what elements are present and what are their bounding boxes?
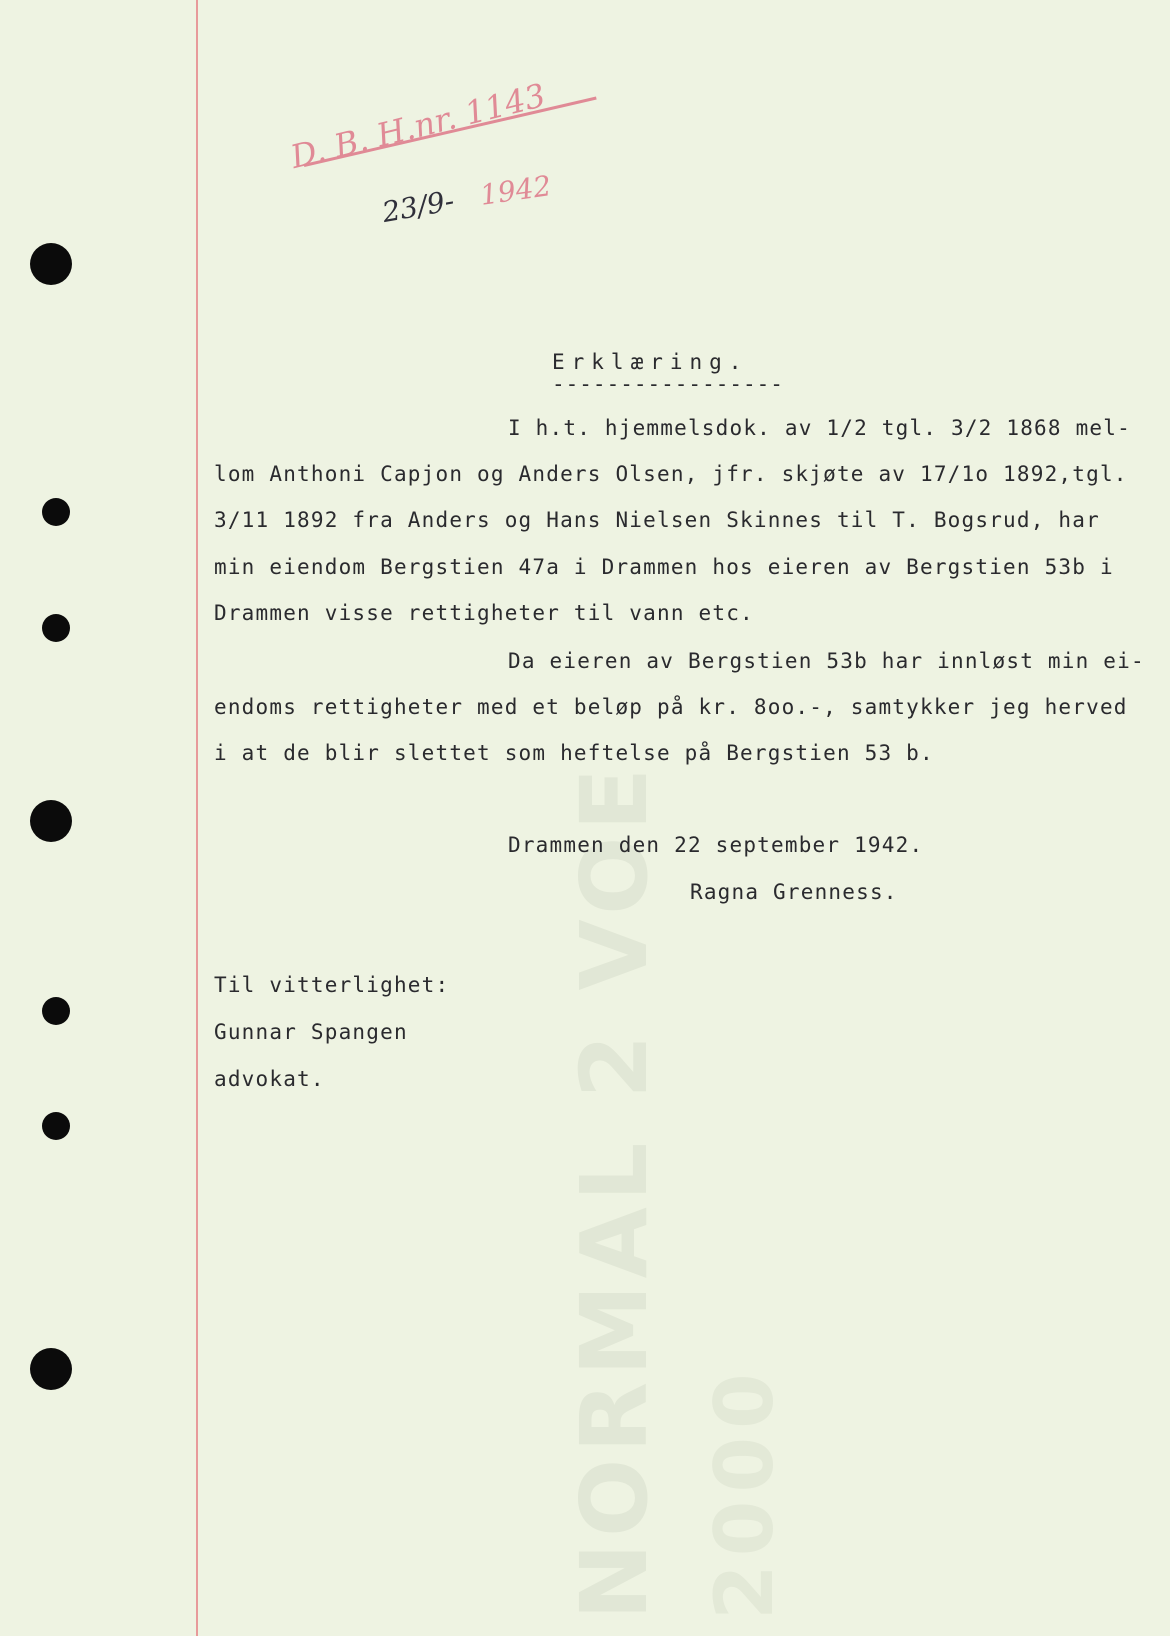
stamp-year: 1942: [478, 169, 554, 212]
document-title: Erklæring.: [552, 350, 749, 374]
paragraph-1-line: Drammen visse rettigheter til vann etc.: [214, 601, 754, 625]
paragraph-1-line: I h.t. hjemmelsdok. av 1/2 tgl. 3/2 1868 mel-: [508, 416, 1131, 440]
place-and-date: Drammen den 22 september 1942.: [508, 833, 924, 857]
margin-line: [196, 0, 198, 1636]
punch-hole: [42, 1112, 70, 1140]
paper-watermark-number: 2000: [698, 1365, 791, 1620]
paragraph-1-line: 3/11 1892 fra Anders og Hans Nielsen Skinnes til T. Bogsrud, har: [214, 508, 1100, 532]
stamp-date: 23/9-: [379, 183, 457, 230]
punch-hole: [30, 1348, 72, 1390]
punch-hole: [42, 997, 70, 1025]
paragraph-2-line: i at de blir slettet som heftelse på Bergstien 53 b.: [214, 741, 934, 765]
punch-hole: [30, 243, 72, 285]
title-underline: -----------------: [552, 372, 784, 396]
paper-watermark: NORMAL 2 VOE: [561, 761, 668, 1620]
stamp-reference: D. B. H.nr. 1143: [286, 75, 550, 176]
paragraph-1-line: min eiendom Bergstien 47a i Drammen hos eieren av Bergstien 53b i: [214, 555, 1114, 579]
witness-title: advokat.: [214, 1067, 325, 1091]
witness-heading: Til vitterlighet:: [214, 973, 450, 997]
witness-name: Gunnar Spangen: [214, 1020, 408, 1044]
paragraph-1-line: lom Anthoni Capjon og Anders Olsen, jfr. skjøte av 17/1o 1892,tgl.: [214, 462, 1128, 486]
signatory-name: Ragna Grenness.: [690, 880, 898, 904]
punch-hole: [42, 614, 70, 642]
registration-stamp: [286, 75, 610, 250]
punch-hole: [42, 498, 70, 526]
punch-hole: [30, 800, 72, 842]
paragraph-2-line: endoms rettigheter med et beløp på kr. 8oo.-, samtykker jeg herved: [214, 695, 1128, 719]
paragraph-2-line: Da eieren av Bergstien 53b har innløst min ei-: [508, 649, 1145, 673]
